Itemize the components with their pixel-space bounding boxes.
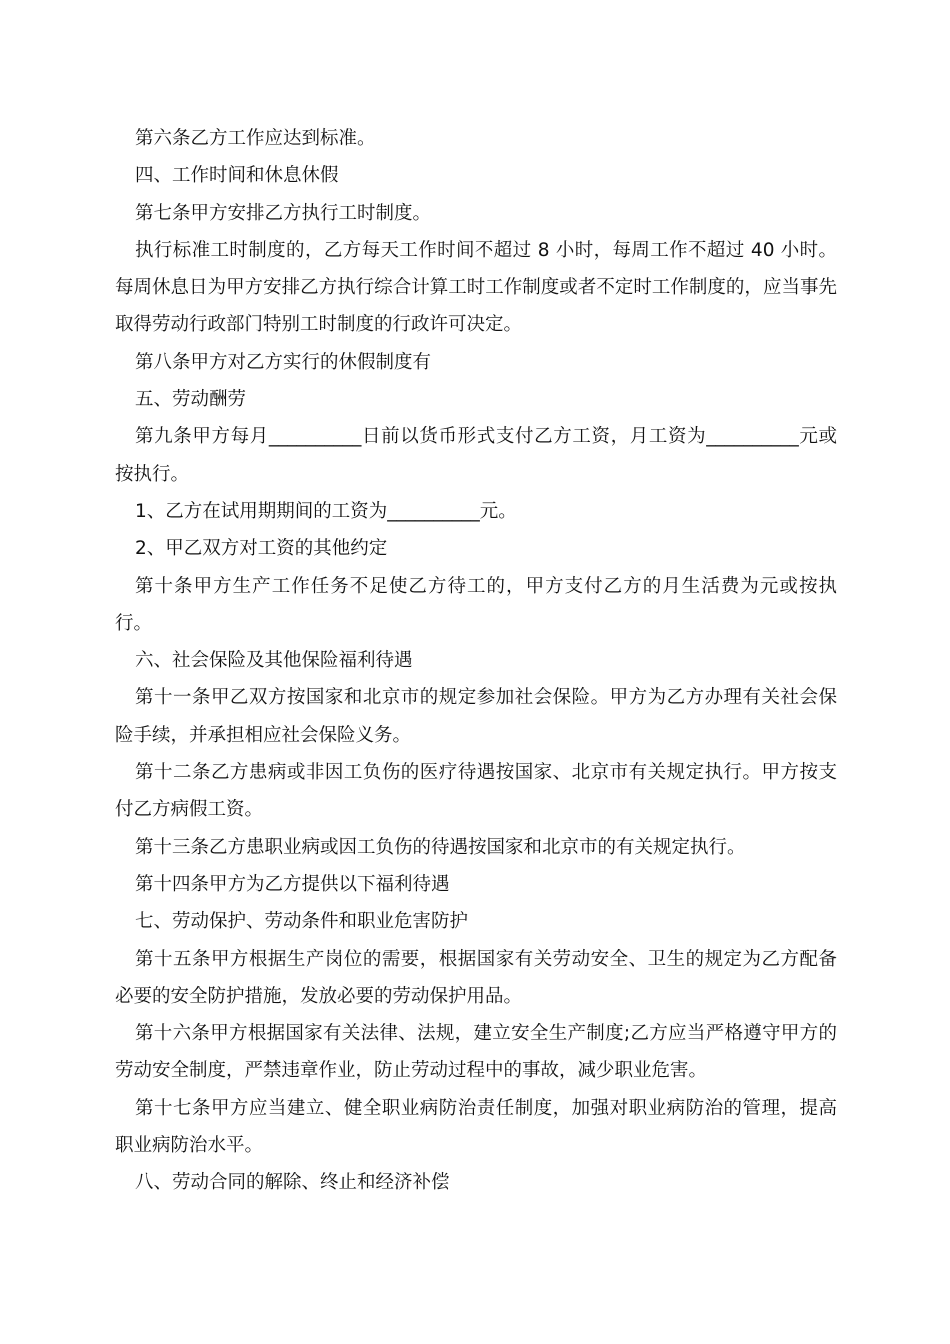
article-9: 第九条甲方每月__________日前以货币形式支付乙方工资，月工资为__________元或按执行。 bbox=[115, 426, 837, 485]
standard-hours-paragraph: 执行标准工时制度的，乙方每天工作时间不超过 8 小时，每周工作不超过 40 小时。每周休息日为甲方安排乙方执行综合计算工时工作制度或者不定时工作制度的，应当事先取得劳动行政部门特别工时制度的行政许可决定。 bbox=[115, 239, 837, 336]
article-16: 第十六条甲方根据国家有关法律、法规，建立安全生产制度;乙方应当严格遵守甲方的劳动安全制度，严禁违章作业，防止劳动过程中的事故，减少职业危害。 bbox=[115, 1023, 837, 1082]
section-heading-termination: 八、劳动合同的解除、终止和经济补偿 bbox=[135, 1172, 450, 1194]
article-7: 第七条甲方安排乙方执行工时制度。 bbox=[135, 202, 432, 224]
article-6: 第六条乙方工作应达到标准。 bbox=[135, 128, 376, 149]
article-17: 第十七条甲方应当建立、健全职业病防治责任制度，加强对职业病防治的管理，提高职业病防治水平。 bbox=[115, 1097, 837, 1157]
article-14: 第十四条甲方为乙方提供以下福利待遇 bbox=[135, 873, 450, 895]
article-10: 第十条甲方生产工作任务不足使乙方待工的，甲方支付乙方的月生活费为元或按执行。 bbox=[115, 575, 837, 634]
article-13: 第十三条乙方患职业病或因工负伤的待遇按国家和北京市的有关规定执行。 bbox=[135, 836, 746, 858]
article-12: 第十二条乙方患病或非因工负伤的医疗待遇按国家、北京市有关规定执行。甲方按支付乙方病假工资。 bbox=[115, 762, 837, 821]
article-11: 第十一条甲乙双方按国家和北京市的规定参加社会保险。甲方为乙方办理有关社会保险手续，并承担相应社会保险义务。 bbox=[115, 687, 837, 746]
section-heading-labor-protection: 七、劳动保护、劳动条件和职业危害防护 bbox=[135, 911, 469, 933]
section-heading-social-insurance: 六、社会保险及其他保险福利待遇 bbox=[135, 650, 413, 672]
other-wage-agreement-item: 2、甲乙双方对工资的其他约定 bbox=[135, 538, 388, 560]
article-15: 第十五条甲方根据生产岗位的需要，根据国家有关劳动安全、卫生的规定为乙方配备必要的安全防护措施，发放必要的劳动保护用品。 bbox=[115, 948, 837, 1007]
article-8: 第八条甲方对乙方实行的休假制度有 bbox=[135, 351, 432, 373]
probation-wage-item: 1、乙方在试用期期间的工资为__________元。 bbox=[135, 500, 517, 522]
document-body bbox=[115, 120, 837, 1202]
section-heading-remuneration: 五、劳动酬劳 bbox=[135, 389, 247, 411]
section-heading-work-hours: 四、工作时间和休息休假 bbox=[135, 165, 339, 187]
